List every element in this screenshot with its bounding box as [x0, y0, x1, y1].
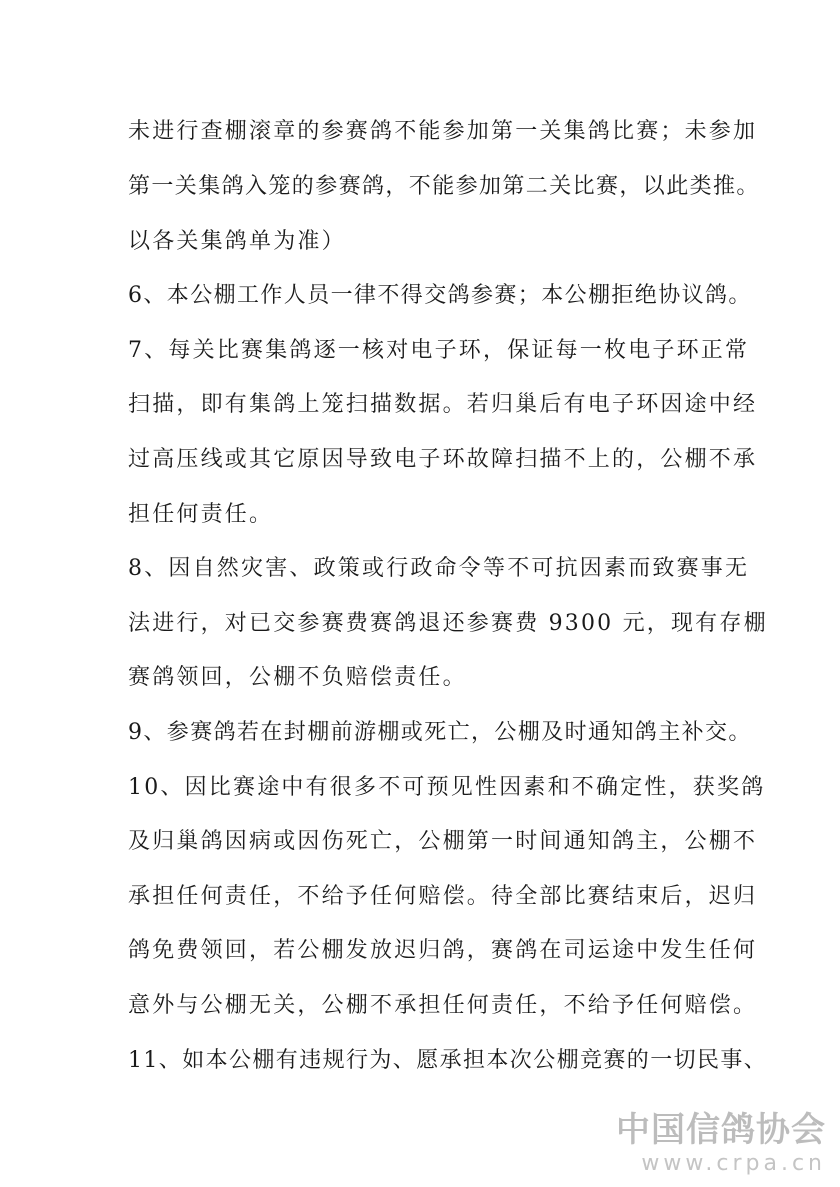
text-line-5: 7、每关比赛集鸽逐一核对电子环，保证每一枚电子环正常 — [128, 338, 750, 363]
text-line-12: 9、参赛鸽若在封棚前游棚或死亡，公棚及时通知鸽主补交。 — [128, 720, 752, 745]
text-line-11: 赛鸽领回，公棚不负赔偿责任。 — [128, 665, 467, 690]
text-line-17: 意外与公棚无关，公棚不承担任何责任，不给予任何赔偿。 — [128, 993, 758, 1018]
text-line-3: 以各关集鸽单为准） — [128, 229, 346, 254]
text-line-16: 鸽免费领回，若公棚发放迟归鸽，赛鸽在司运途中发生任何 — [128, 938, 758, 963]
text-line-14: 及归巢鸽因病或因伤死亡，公棚第一时间通知鸽主，公棚不 — [128, 829, 758, 854]
watermark — [616, 1110, 826, 1178]
watermark-url: www.crpa.cn — [641, 1151, 826, 1176]
watermark-title: 中国信鸽协会 — [616, 1110, 826, 1150]
text-line-7: 过高压线或其它原因导致电子环故障扫描不上的，公棚不承 — [128, 447, 758, 472]
text-line-1: 未进行查棚滚章的参赛鸽不能参加第一关集鸽比赛；未参加 — [128, 119, 758, 144]
text-line-10: 法进行，对已交参赛费赛鸽退还参赛费 9300 元，现有存棚 — [128, 611, 768, 636]
text-line-2: 第一关集鸽入笼的参赛鸽，不能参加第二关比赛，以此类推。 — [128, 174, 760, 199]
text-line-13: 10、因比赛途中有很多不可预见性因素和不确定性，获奖鸽 — [128, 775, 766, 800]
text-line-15: 承担任何责任，不给予任何赔偿。待全部比赛结束后，迟归 — [128, 884, 758, 909]
text-line-6: 扫描，即有集鸽上笼扫描数据。若归巢后有电子环因途中经 — [128, 392, 758, 417]
text-line-18: 11、如本公棚有违规行为、愿承担本次公棚竞赛的一切民事、 — [128, 1048, 768, 1073]
text-line-8: 担任何责任。 — [128, 502, 274, 527]
text-line-9: 8、因自然灾害、政策或行政命令等不可抗因素而致赛事无 — [128, 556, 750, 581]
text-line-4: 6、本公棚工作人员一律不得交鸽参赛；本公棚拒绝协议鸽。 — [128, 283, 752, 308]
